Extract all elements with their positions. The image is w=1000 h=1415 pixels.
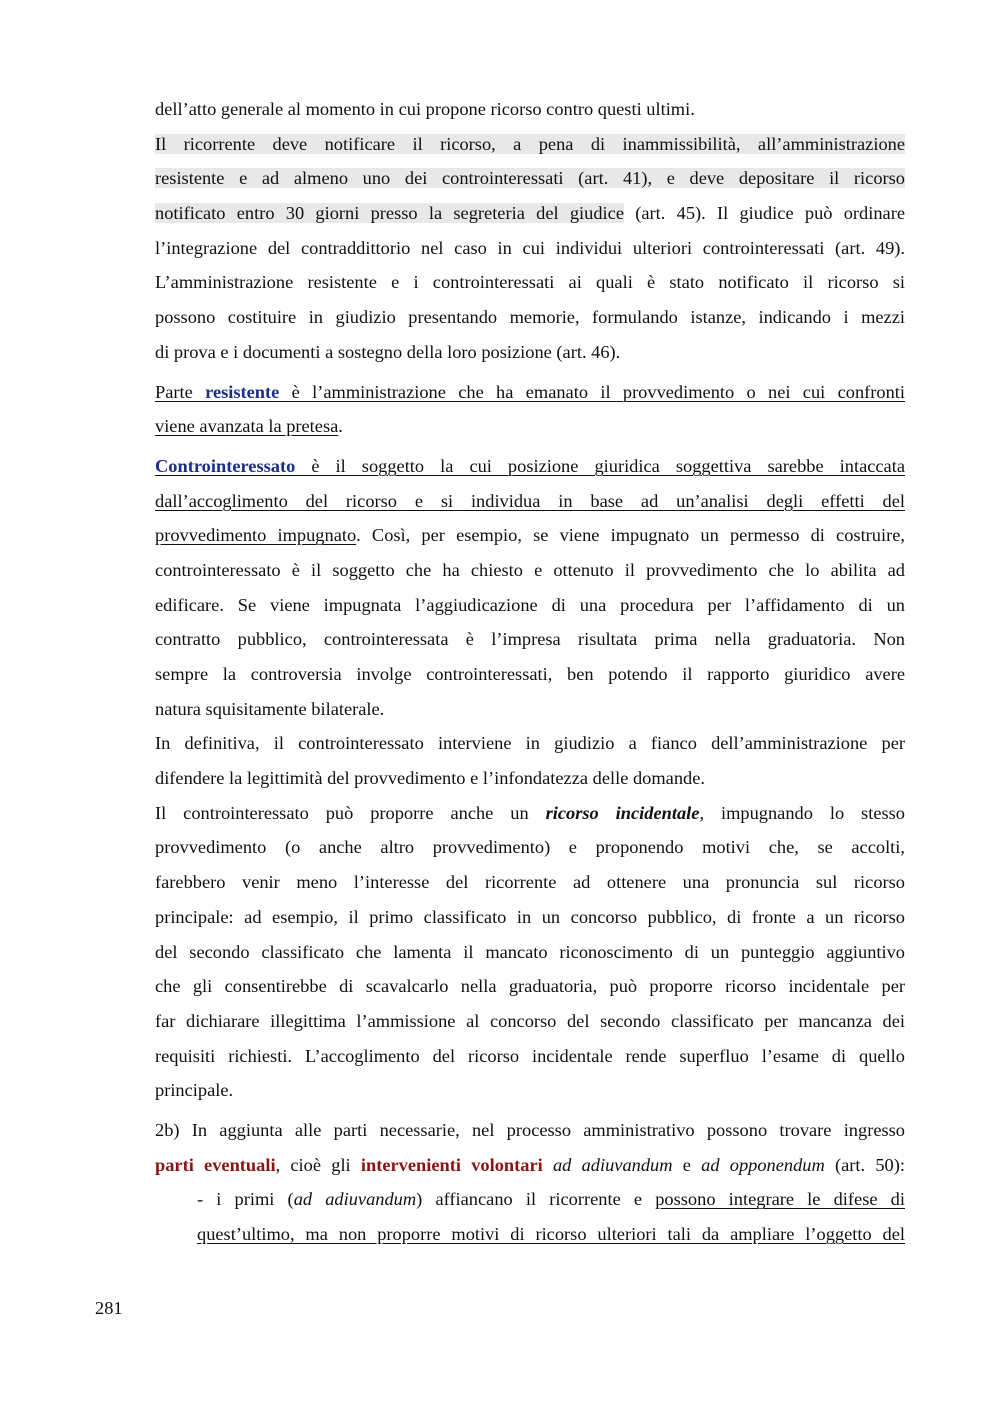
underlined-text: quest’ultimo, ma non proporre motivi di ricorso ulteriori tali da ampliare l’oggetto del: [197, 1224, 905, 1244]
text: dell’atto generale al momento in cui propone ricorso contro questi ultimi.: [155, 99, 695, 119]
paragraph-line: [155, 92, 905, 127]
paragraph-line: [155, 161, 905, 196]
paragraph-line: [155, 622, 905, 657]
page-body: [155, 92, 905, 1252]
paragraph-line: [155, 449, 905, 484]
text: possono costituire in giudizio presentando memorie, formulando istanze, indicando i mezzi: [155, 307, 905, 328]
term-resistente: resistente: [205, 381, 280, 402]
paragraph-line: [155, 588, 905, 623]
list-item-line: [155, 1182, 905, 1217]
text: far dichiarare illegittima l’ammissione al concorso del secondo classificato per mancanza dei: [155, 1010, 905, 1031]
text: farebbero venir meno l’interesse del ricorrente ad ottenere una pronuncia sul ricorso: [155, 872, 905, 893]
paragraph-line: [155, 127, 905, 162]
paragraph-line: [155, 796, 905, 831]
paragraph-line: [155, 335, 905, 370]
text: . Così, per esempio, se viene impugnato un permesso di costruire,: [356, 525, 905, 546]
underlined-text: dall’accoglimento del ricorso e si individua in base ad un’analisi degli effetti del: [155, 490, 905, 511]
paragraph-line: [155, 761, 905, 796]
page-number: 281: [95, 1298, 123, 1318]
underlined-text: [155, 456, 905, 476]
paragraph-line: [155, 231, 905, 266]
text: contratto pubblico, controinteressata è l’impresa risultata prima nella graduatoria. Non: [155, 629, 905, 650]
text: Il controinteressato può proporre anche un: [155, 802, 546, 823]
text: del secondo classificato che lamenta il mancato riconoscimento di un punteggio aggiuntivo: [155, 941, 905, 962]
list-item-line: [155, 1217, 905, 1252]
text: che gli consentirebbe di scavalcarlo nella graduatoria, può proporre ricorso incidentale per: [155, 976, 905, 997]
text: principale.: [155, 1080, 234, 1101]
text: sempre la controversia involge controinteressati, ben potendo il rapporto giuridico avere: [155, 664, 905, 684]
term-parti-eventuali: parti eventuali: [155, 1154, 276, 1175]
paragraph-line: [155, 265, 905, 300]
paragraph-line: [155, 553, 905, 588]
text: , cioè gli: [275, 1154, 361, 1175]
text: è il soggetto la cui posizione giuridica soggettiva sarebbe intaccata: [295, 455, 905, 476]
text: L’amministrazione resistente e i controinteressati ai quali è stato notificato il ricorso si: [155, 272, 905, 293]
highlighted-text: resistente e ad almeno uno dei controinteressati (art. 41), e deve depositare il ricorso: [155, 168, 905, 189]
paragraph-line: [155, 830, 905, 865]
text: .: [338, 416, 343, 437]
paragraph-line: [155, 484, 905, 519]
text: di prova e i documenti a sostegno della loro posizione (art. 46).: [155, 341, 621, 362]
latin-term: ad opponendum: [701, 1154, 825, 1175]
text: edificare. Se viene impugnata l’aggiudicazione di una procedura per l’affidamento di un: [155, 594, 905, 615]
text: [543, 1155, 553, 1175]
paragraph-line: [155, 969, 905, 1004]
text: controinteressato è il soggetto che ha chiesto e ottenuto il provvedimento che lo abilita ad: [155, 559, 905, 580]
text: - i primi (: [197, 1189, 294, 1210]
text: ) affiancano il ricorrente e: [416, 1189, 656, 1210]
text: e: [672, 1154, 702, 1175]
text: provvedimento (o anche altro provvedimento) e proponendo motivi che, se accolti,: [155, 837, 905, 858]
paragraph-line: [155, 300, 905, 335]
paragraph-line: [155, 1113, 905, 1148]
paragraph-line: [155, 1039, 905, 1074]
text: (art. 50):: [824, 1154, 905, 1175]
highlighted-text: Il ricorrente deve notificare il ricorso, a pena di inammissibilità, all’amministrazione: [155, 133, 905, 154]
paragraph-line: [155, 657, 905, 692]
paragraph-line: [155, 409, 905, 444]
text: (art. 45). Il giudice può ordinare: [623, 203, 905, 224]
underlined-text: provvedimento impugnato: [155, 525, 357, 546]
paragraph-line: [155, 865, 905, 900]
term-controinteressato: Controinteressato: [155, 455, 296, 476]
text: requisiti richiesti. L’accoglimento del ricorso incidentale rende superfluo l’esame di quello: [155, 1045, 905, 1066]
text: difendere la legittimità del provvedimento e l’infondatezza delle domande.: [155, 768, 705, 789]
underlined-text: viene avanzata la pretesa: [155, 416, 339, 437]
text: Parte: [155, 381, 206, 402]
latin-term: ad adiuvandum: [293, 1189, 417, 1210]
text: l’integrazione del contraddittorio nel caso in cui individui ulteriori controinteressati (art. 49).: [155, 237, 905, 258]
underlined-text: [155, 382, 905, 402]
underlined-text: possono integrare le difese di: [655, 1189, 905, 1210]
paragraph-line: [155, 1148, 905, 1183]
highlighted-text: notificato entro 30 giorni presso la segreteria del giudice: [155, 203, 624, 224]
paragraph-line: [155, 518, 905, 553]
text: è l’amministrazione che ha emanato il provvedimento o nei cui confronti: [279, 381, 905, 402]
paragraph-line: [155, 1004, 905, 1039]
paragraph-line: [155, 1073, 905, 1108]
paragraph-line: [155, 935, 905, 970]
paragraph-line: [155, 196, 905, 231]
paragraph-line: [155, 375, 905, 410]
paragraph-line: [155, 900, 905, 935]
latin-term: ad adiuvandum: [552, 1154, 673, 1175]
text: principale: ad esempio, il primo classificato in un concorso pubblico, di fronte a un ricorso: [155, 906, 905, 927]
paragraph-line: [155, 692, 905, 727]
text: , impugnando lo stesso: [699, 802, 905, 823]
term-ricorso-incidentale: ricorso incidentale: [545, 802, 700, 823]
term-intervenienti-volontari: intervenienti volontari: [360, 1154, 543, 1175]
paragraph-line: [155, 726, 905, 761]
text: 2b) In aggiunta alle parti necessarie, nel processo amministrativo possono trovare ingresso: [155, 1119, 905, 1140]
text: In definitiva, il controinteressato interviene in giudizio a fianco dell’amministrazione per: [155, 733, 905, 754]
text: natura squisitamente bilaterale.: [155, 698, 385, 719]
